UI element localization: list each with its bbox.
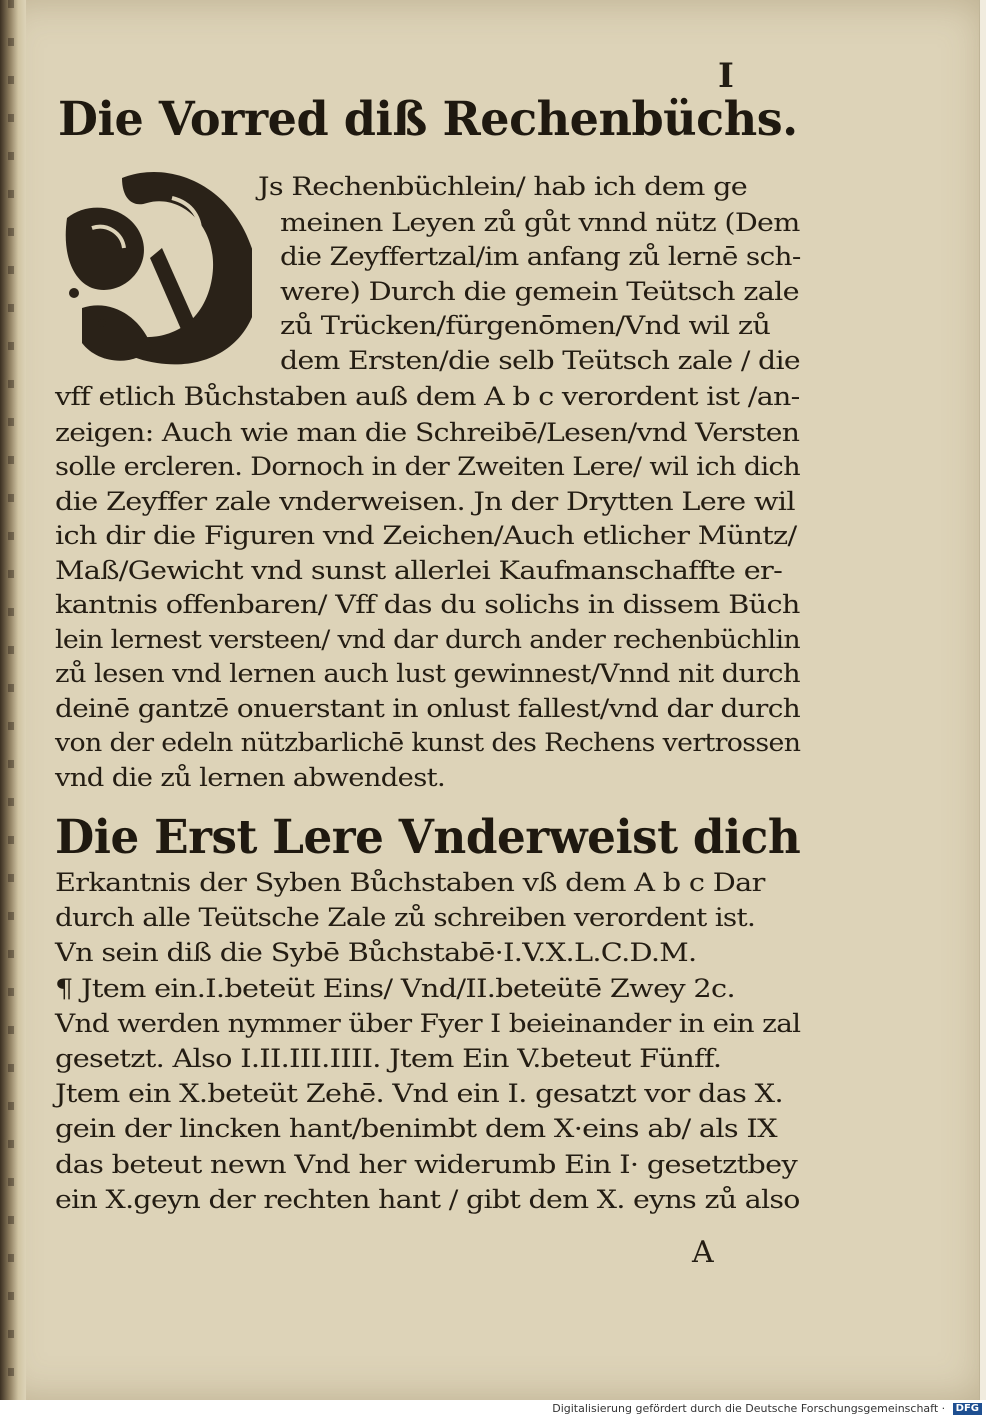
folio-number: I xyxy=(718,56,734,96)
lesson-line: Vn sein diß die Sybē Bůchstabē·I.V.X.L.C.D.M. xyxy=(55,938,697,968)
preface-line: vff etlich Bůchstaben auß dem A b c verordent ist /an- xyxy=(55,382,800,411)
lesson-line: das beteut newn Vnd her widerumb Ein I· gesetztbey xyxy=(55,1149,798,1179)
decorated-initial-d-icon xyxy=(52,158,252,378)
lesson-line: ein X.geyn der rechten hant / gibt dem X. eyns zů also xyxy=(55,1184,800,1214)
page-title: Die Vorred diß Rechenbüchs. xyxy=(58,92,798,147)
footer-credit xyxy=(552,1402,982,1415)
preface-line: ich dir die Figuren vnd Zeichen/Auch etlicher Müntz/ xyxy=(55,521,797,550)
lesson-heading: Die Erst Lere Vnderweist dich xyxy=(55,810,801,865)
preface-line: kantnis offenbaren/ Vff das du solichs in dissem Büch xyxy=(55,590,800,619)
footer-text: Digitalisierung gefördert durch die Deutsche Forschungsgemeinschaft · xyxy=(552,1402,946,1415)
preface-line: solle ercleren. Dornoch in der Zweiten Lere/ wil ich dich xyxy=(55,452,801,481)
preface-line: dem Ersten/die selb Teütsch zale / die xyxy=(280,346,800,375)
lesson-line: Jtem ein X.beteüt Zehē. Vnd ein I. gesatzt vor das X. xyxy=(55,1079,783,1109)
preface-line: Maß/Gewicht vnd sunst allerlei Kaufmanschaffte er- xyxy=(55,556,783,585)
page-edge xyxy=(979,0,986,1400)
preface-line: Js Rechenbüchlein/ hab ich dem ge xyxy=(258,172,748,201)
lesson-line: Erkantnis der Syben Bůchstaben vß dem A b c Dar xyxy=(55,868,765,897)
lesson-line: gesetzt. Also I.II.III.IIII. Jtem Ein V.beteut Fünff. xyxy=(55,1044,722,1073)
signature-mark: A xyxy=(692,1235,714,1270)
lesson-line: Vnd werden nymmer über Fyer I beieinander in ein zal xyxy=(55,1008,801,1038)
preface-line: zeigen: Auch wie man die Schreibē/Lesen/vnd Versten xyxy=(55,418,800,447)
preface-line: die Zeyffertzal/im anfang zů lernē sch- xyxy=(280,242,801,271)
preface-line: von der edeln nützbarlichē kunst des Rechens vertrossen xyxy=(55,728,801,757)
preface-line: meinen Leyen zů gůt vnnd nütz (Dem xyxy=(280,208,800,237)
preface-line: zů Trücken/fürgenōmen/Vnd wil zů xyxy=(280,311,771,340)
lesson-line: durch alle Teütsche Zale zů schreiben verordent ist. xyxy=(55,903,756,933)
dfg-logo-icon: DFG xyxy=(953,1403,982,1415)
preface-line: lein lernest versteen/ vnd dar durch ander rechenbüchlin xyxy=(55,625,801,654)
preface-line: were) Durch die gemein Teütsch zale xyxy=(280,277,799,306)
book-spine xyxy=(0,0,26,1400)
binding-stitches xyxy=(8,0,14,1400)
lesson-line: gein der lincken hant/benimbt dem X·eins ab/ als IX xyxy=(55,1114,777,1144)
preface-line: vnd die zů lernen abwendest. xyxy=(55,763,446,792)
preface-line: zů lesen vnd lernen auch lust gewinnest/Vnnd nit durch xyxy=(55,659,801,688)
preface-line: deinē gantzē onuerstant in onlust fallest/vnd dar durch xyxy=(55,694,801,723)
preface-line: die Zeyffer zale vnderweisen. Jn der Drytten Lere wil xyxy=(55,487,795,516)
lesson-line: ¶ Jtem ein.I.beteüt Eins/ Vnd/II.beteütē Zwey 2c. xyxy=(55,973,735,1003)
